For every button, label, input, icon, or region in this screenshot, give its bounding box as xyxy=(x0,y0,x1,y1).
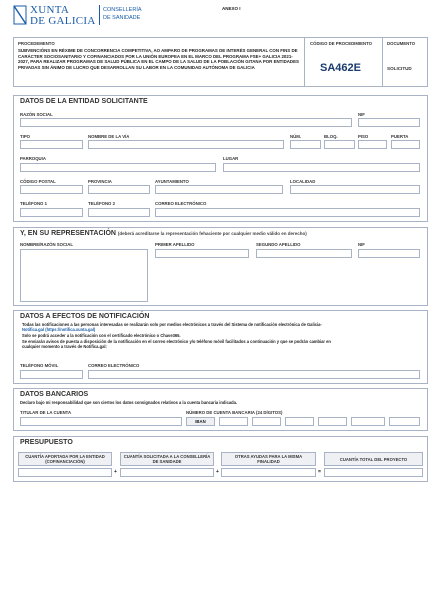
parroquia-field[interactable] xyxy=(20,163,216,172)
codigo-postal-field[interactable] xyxy=(20,185,83,194)
lugar-label: LUGAR xyxy=(223,156,239,161)
telefono1-label: TELÉFONO 1 xyxy=(20,201,47,206)
bloq-field[interactable] xyxy=(324,140,355,149)
budget-col-cofinanciacion: CUANTÍA APORTADA POR LA ENTIDAD (COFINANCIACIÓN) xyxy=(18,452,112,466)
segundo-apellido-label: SEGUNDO APELLIDO xyxy=(256,242,301,247)
procedure-label: PROCEDEMENTO xyxy=(18,41,55,46)
rep-nif-label: NIF xyxy=(358,242,365,247)
budget-otras-field[interactable] xyxy=(221,468,316,477)
num-label: NÚM. xyxy=(290,134,301,139)
iban-block[interactable] xyxy=(285,417,314,426)
correo-field[interactable] xyxy=(155,208,420,217)
tipo-field[interactable] xyxy=(20,140,83,149)
piso-field[interactable] xyxy=(358,140,387,149)
representation-section xyxy=(13,227,428,306)
iban-prefix: IBAN xyxy=(186,417,215,426)
telefono-movil-label: TELÉFONO MÓVIL xyxy=(20,363,59,368)
equals-sign: = xyxy=(318,469,321,475)
budget-section xyxy=(13,436,428,482)
telefono2-label: TELÉFONO 2 xyxy=(88,201,115,206)
provincia-label: PROVINCIA xyxy=(88,179,112,184)
bank-declaration: Declaro bajo mi responsabilidad que son ciertos los datos consignados relativos a la cuenta bancaria indicada. xyxy=(20,400,238,405)
iban-block[interactable] xyxy=(252,417,281,426)
applicant-section xyxy=(13,95,428,222)
notification-section-title: DATOS A EFECTOS DE NOTIFICACIÓN xyxy=(20,313,150,320)
notification-line5: cualquier momento a través de Notifica.gal: xyxy=(22,344,107,349)
notifica-link[interactable]: Notifica.gal (https://notifica.xunta.gal) xyxy=(22,327,96,332)
numero-cuenta-label: NÚMERO DE CUENTA BANCARIA (24 DÍGITOS) xyxy=(186,410,283,415)
localidad-field[interactable] xyxy=(290,185,420,194)
nif-label: NIF xyxy=(358,112,365,117)
telefono1-field[interactable] xyxy=(20,208,83,217)
primer-apellido-field[interactable] xyxy=(155,249,249,258)
puerta-field[interactable] xyxy=(391,140,420,149)
logo-text-galicia: DE GALICIA xyxy=(30,15,96,27)
budget-col-otras-ayudas: OTRAS AYUDAS PARA LA MISMA FINALIDAD xyxy=(221,452,316,466)
parroquia-label: PARROQUIA xyxy=(20,156,46,161)
logo-separator xyxy=(99,5,100,25)
representation-title-text: Y, EN SU REPRESENTACIÓN xyxy=(20,230,116,237)
procedure-description: SUBVENCIÓNS EN RÉXIME DE CONCORRENCIA COMPETITIVA, AO AMPARO DE PROGRAMAS DE INTERÉS GENERAL CON FINS DE CARÁCTER SOCIOSANITARIO Y COFINANCIADOS POR LA UNIÓN EUROPEA EN EL MARCO DEL PROGRAMA FSE+ GALICIA 2021-2027, PARA REALIZAR PROGRAMAS DE SALUD PÚBLICA EN EL CAMPO DE LA SALUD DE LA POBLACIÓN GITANA POR ENTIDADES PRIVADAS SIN ÁNIMO DE LUCRO QUE DESARROLLAN SU LABOR EN LA COMUNIDAD AUTÓNOMA DE GALICIA xyxy=(18,48,299,70)
notif-correo-label: CORREO ELECTRÓNICO xyxy=(88,363,140,368)
notif-correo-field[interactable] xyxy=(88,370,420,379)
titular-field[interactable] xyxy=(20,417,182,426)
notification-line3: Solo se podrá acceder a la notificación con el certificado electrónico o Chave365. xyxy=(22,333,181,338)
notification-line1: Todas las notificaciones a las personas interesadas se realizarán solo por medios electrónicos a través del Sistema de notificación electrónica de Galicia- xyxy=(22,322,322,327)
procedure-code-label: CÓDIGO DE PROCEDIMIENTO xyxy=(310,41,372,46)
provincia-field[interactable] xyxy=(88,185,150,194)
budget-section-title: PRESUPUESTO xyxy=(20,439,73,446)
lugar-field[interactable] xyxy=(223,163,420,172)
num-field[interactable] xyxy=(290,140,321,149)
ayuntamiento-field[interactable] xyxy=(155,185,283,194)
budget-col-total: CUANTÍA TOTAL DEL PROYECTO xyxy=(324,452,423,466)
iban-block[interactable] xyxy=(318,417,347,426)
conselleria-line1: CONSELLERÍA xyxy=(103,7,142,13)
applicant-section-title: DATOS DE LA ENTIDAD SOLICITANTE xyxy=(20,98,148,105)
codigo-postal-label: CÓDIGO POSTAL xyxy=(20,179,56,184)
nombre-via-label: NOMBRE DE LA VÍA xyxy=(88,134,130,139)
page-header xyxy=(13,4,428,30)
document-label: DOCUMENTO xyxy=(387,41,416,46)
procedure-divider xyxy=(304,38,305,86)
tipo-label: TIPO xyxy=(20,134,31,139)
budget-solicitada-field[interactable] xyxy=(120,468,214,477)
correo-label: CORREO ELECTRÓNICO xyxy=(155,201,207,206)
notification-section xyxy=(13,310,428,384)
nombre-razon-label: NOMBRE/RAZÓN SOCIAL xyxy=(20,242,73,247)
bank-section-title: DATOS BANCARIOS xyxy=(20,391,89,398)
budget-total-field[interactable] xyxy=(324,468,423,477)
conselleria-line2: DE SANIDADE xyxy=(103,15,141,21)
plus-sign: + xyxy=(216,469,219,475)
budget-cofinanciacion-field[interactable] xyxy=(18,468,112,477)
plus-sign: + xyxy=(114,469,117,475)
xunta-logo-icon xyxy=(13,5,27,25)
budget-col-solicitada: CUANTÍA SOLICITADA A LA CONSELLERÍA DE SANIDADE xyxy=(120,452,214,466)
iban-block[interactable] xyxy=(389,417,420,426)
puerta-label: PUERTA xyxy=(391,134,409,139)
anexo-label: ANEXO I xyxy=(222,6,241,11)
procedure-box xyxy=(13,37,428,87)
telefono-movil-field[interactable] xyxy=(20,370,83,379)
procedure-code: SA462E xyxy=(320,62,361,74)
bloq-label: BLOQ. xyxy=(324,134,338,139)
localidad-label: LOCALIDAD xyxy=(290,179,316,184)
nif-field[interactable] xyxy=(358,118,420,127)
segundo-apellido-field[interactable] xyxy=(256,249,352,258)
notification-line4: Se enviarán avisos de puesta a disposición de la notificación en el correo electrónico y/o teléfono móvil facilitados a continuación y que se podrán cambiar en xyxy=(22,339,331,344)
telefono2-field[interactable] xyxy=(88,208,150,217)
razon-social-label: RAZÓN SOCIAL xyxy=(20,112,53,117)
document-type: SOLICITUD xyxy=(387,66,412,71)
nombre-via-field[interactable] xyxy=(88,140,284,149)
logo-text-xunta: XUNTA xyxy=(30,4,70,16)
iban-block[interactable] xyxy=(219,417,248,426)
representation-section-title xyxy=(20,230,307,237)
representation-note: (deberá acreditarse la representación fehaciente por cualquier medio válido en derecho) xyxy=(117,231,307,236)
titular-label: TITULAR DE LA CUENTA xyxy=(20,410,72,415)
nombre-razon-field[interactable] xyxy=(20,249,148,302)
piso-label: PISO xyxy=(358,134,369,139)
bank-section xyxy=(13,388,428,431)
iban-block[interactable] xyxy=(351,417,385,426)
primer-apellido-label: PRIMER APELLIDO xyxy=(155,242,195,247)
procedure-divider xyxy=(382,38,383,86)
razon-social-field[interactable] xyxy=(20,118,352,127)
rep-nif-field[interactable] xyxy=(358,249,420,258)
ayuntamiento-label: AYUNTAMIENTO xyxy=(155,179,189,184)
